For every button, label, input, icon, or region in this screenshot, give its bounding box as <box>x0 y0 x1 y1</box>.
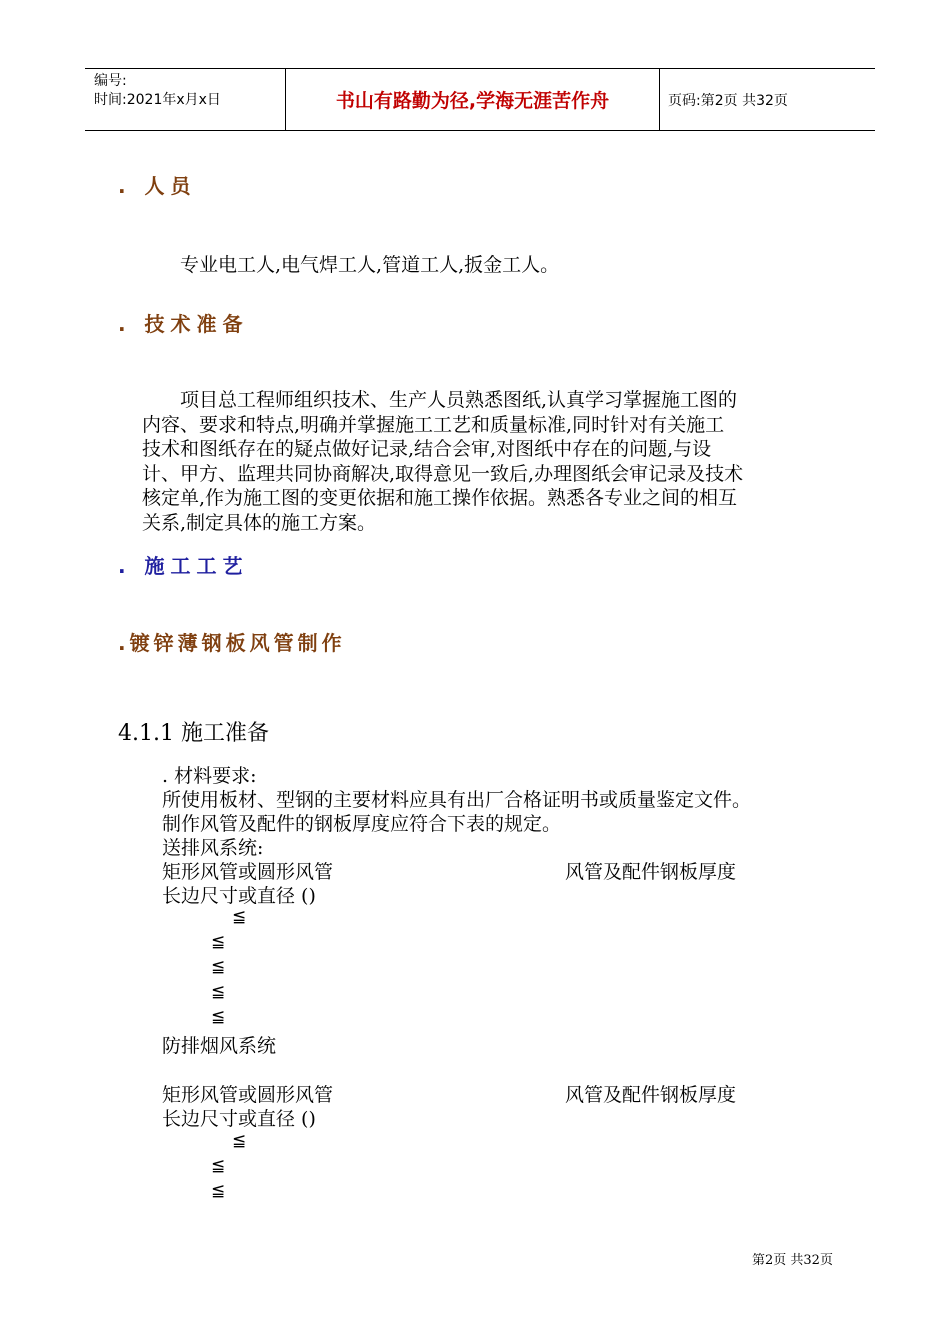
sub-heading: 4.1.1 施工准备 <box>118 721 269 746</box>
tech-paragraph <box>142 388 743 535</box>
le-symbol: ≦ <box>211 982 226 1002</box>
header-motto-cell <box>285 69 660 130</box>
supply-label: 送排风系统: <box>162 837 264 859</box>
col-left-subheader: 长边尺寸或直径 () <box>162 885 316 907</box>
le-symbol: ≦ <box>232 907 247 927</box>
tech-line: 技术和图纸存在的疑点做好记录,结合会审,对图纸中存在的问题,与设 <box>142 438 712 460</box>
tech-line: 关系,制定具体的施工方案。 <box>142 511 377 534</box>
header-page-cell <box>659 69 875 130</box>
page-header <box>85 68 875 131</box>
col-left-header: 矩形风管或圆形风管 <box>162 861 334 883</box>
tech-line: 计、甲方、监理共同协商解决,取得意见一致后,办理图纸会审记录及技术 <box>142 462 744 485</box>
smoke-label: 防排烟风系统 <box>162 1035 277 1057</box>
header-page-info: 页码:第2页 共32页 <box>668 93 788 109</box>
time-label: 时间:2021年x月x日 <box>94 92 221 108</box>
le-symbol: ≦ <box>211 1156 226 1176</box>
materials-line-1: 所使用板材、型钢的主要材料应具有出厂合格证明书或质量鉴定文件。 <box>162 789 752 811</box>
col-left-subheader: 长边尺寸或直径 () <box>162 1108 316 1130</box>
le-symbol: ≦ <box>232 1131 247 1151</box>
tech-line: 项目总工程师组织技术、生产人员熟悉图纸,认真学习掌握施工图的 <box>180 389 738 411</box>
tech-heading: . 技术准备 <box>118 312 249 336</box>
materials-label: . 材料要求: <box>162 765 257 787</box>
personnel-heading: . 人员 <box>118 174 197 198</box>
header-motto: 书山有路勤为径,学海无涯苦作舟 <box>335 90 610 112</box>
col-left-header: 矩形风管或圆形风管 <box>162 1084 334 1106</box>
materials-line-2: 制作风管及配件的钢板厚度应符合下表的规定。 <box>162 813 562 835</box>
footer-page-info: 第2页 共32页 <box>752 1253 833 1268</box>
personnel-text: 专业电工人,电气焊工人,管道工人,扳金工人。 <box>180 254 560 276</box>
header-left-cell <box>85 69 285 130</box>
le-symbol: ≦ <box>211 1007 226 1027</box>
le-symbol: ≦ <box>211 932 226 952</box>
col-right-header: 风管及配件钢板厚度 <box>565 1084 737 1106</box>
col-right-header: 风管及配件钢板厚度 <box>565 861 737 883</box>
tech-line: 核定单,作为施工图的变更依据和施工操作依据。熟悉各专业之间的相互 <box>142 487 738 509</box>
duct-heading: .镀锌薄钢板风管制作 <box>118 631 346 655</box>
le-symbol: ≦ <box>211 957 226 977</box>
tech-line: 内容、要求和特点,明确并掌握施工工艺和质量标准,同时针对有关施工 <box>142 413 725 436</box>
le-symbol: ≦ <box>211 1181 226 1201</box>
number-label: 编号: <box>94 73 127 89</box>
process-heading: . 施工工艺 <box>118 554 249 578</box>
